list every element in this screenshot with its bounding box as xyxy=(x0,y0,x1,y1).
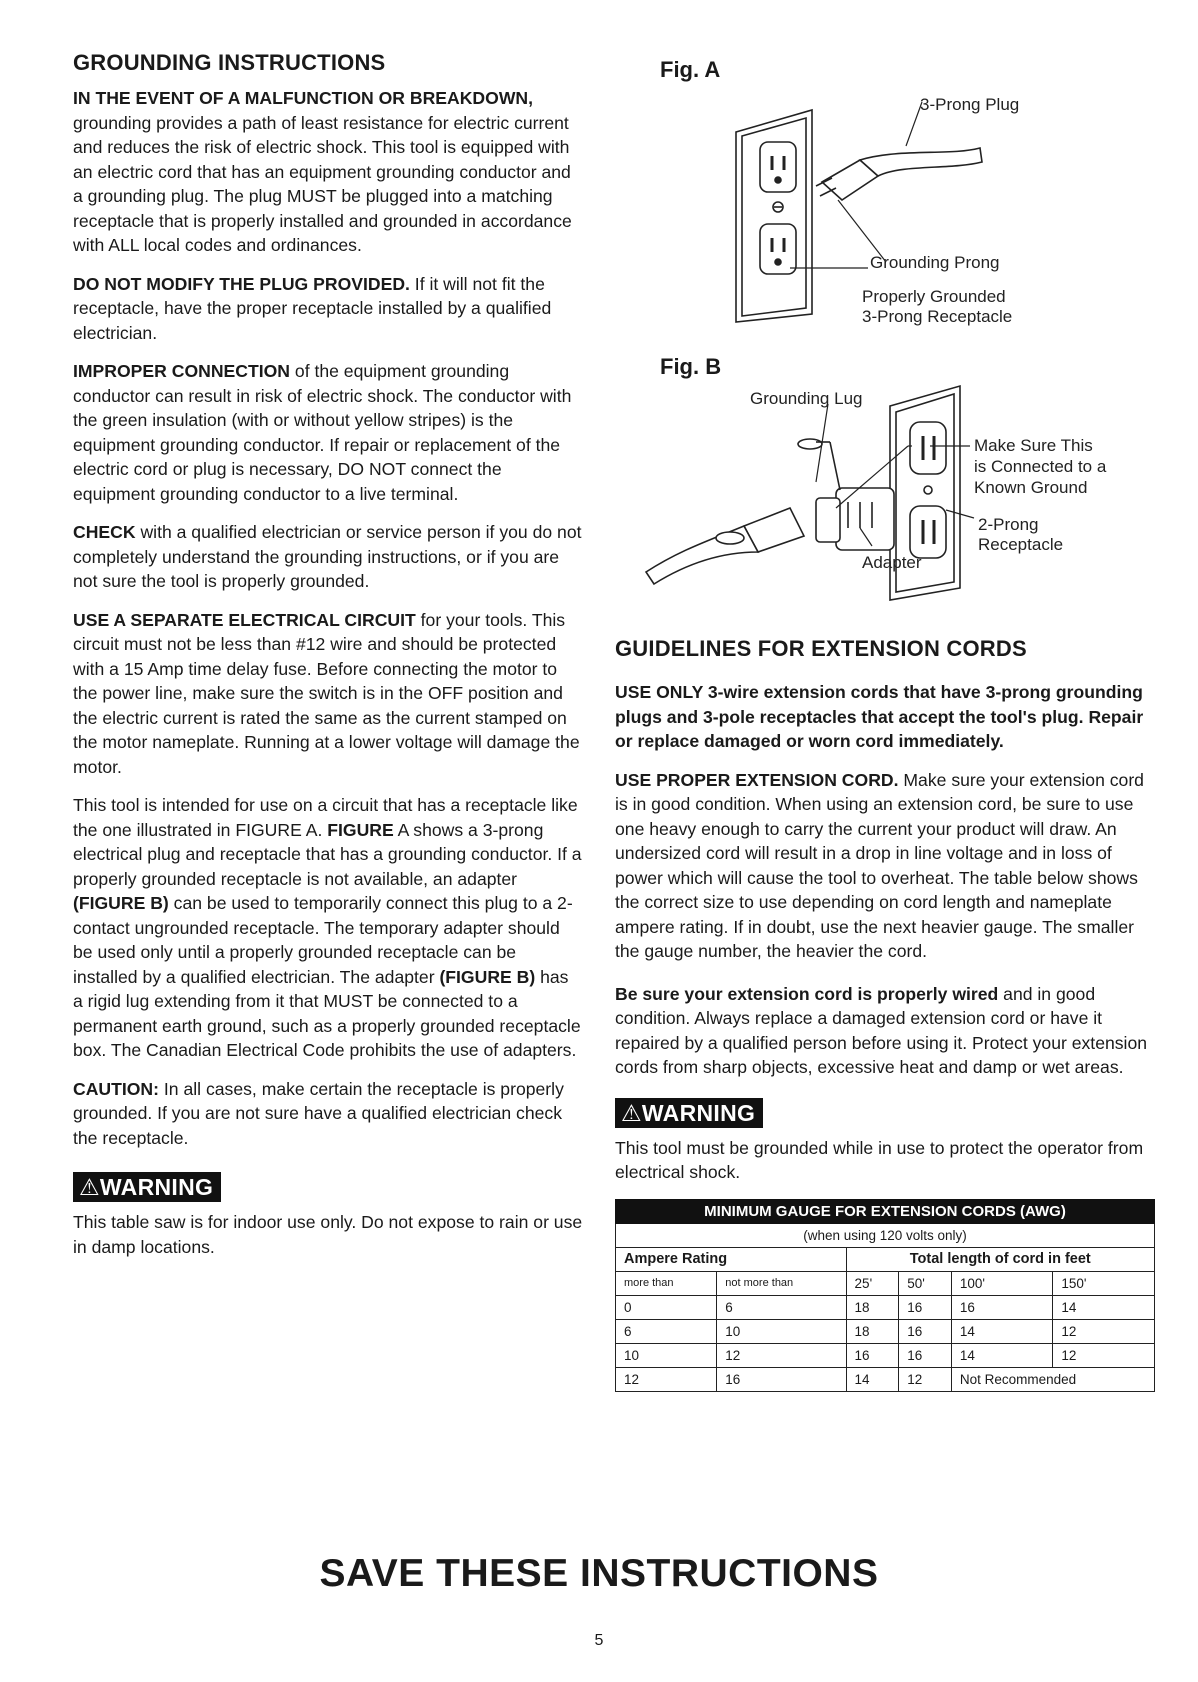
extension-cords-heading: GUIDELINES FOR EXTENSION CORDS xyxy=(615,636,1027,661)
table-subheader-more: more than xyxy=(616,1271,717,1295)
grounding-heading: GROUNDING INSTRUCTIONS xyxy=(73,50,386,75)
plug-b xyxy=(646,508,804,584)
table-row: 6 10 18 16 14 12 xyxy=(616,1319,1155,1343)
table-length: 100' xyxy=(951,1271,1053,1295)
table-subheader-notmore: not more than xyxy=(717,1271,846,1295)
para-do-not-modify: DO NOT MODIFY THE PLUG PROVIDED. If it will not fit the receptacle, have the proper receptacle installed by a qualified electrician. xyxy=(73,273,552,343)
para-check: CHECK with a qualified electrician or service person if you do not completely understand the grounding instructions, or if you are not sure the tool is properly grounded. xyxy=(73,522,582,591)
warning-text-left: This table saw is for indoor use only. Do not expose to rain or use in damp locations. xyxy=(73,1212,583,1257)
fig-b-receptacle-label-1: 2-Prong xyxy=(978,515,1039,534)
wall-plate-a xyxy=(736,110,812,322)
warning-badge-right: ⚠WARNING xyxy=(615,1098,763,1128)
fig-a-receptacle-label-2: 3-Prong Receptacle xyxy=(862,307,1013,326)
table-header-ampere: Ampere Rating xyxy=(616,1247,847,1271)
fig-a-label: Fig. A xyxy=(660,57,721,82)
gauge-table xyxy=(615,1199,1155,1392)
table-length: 25' xyxy=(846,1271,899,1295)
save-instructions-title: SAVE THESE INSTRUCTIONS xyxy=(319,1552,879,1595)
para-improper-connection: IMPROPER CONNECTION of the equipment grounding conductor can result in risk of electric shock. The conductor with the green insulation (with or without yellow stripes) is the equipment grounding conductor. If repair or replacement of the electric cord or plug is necessary, DO NOT connect the equipment grounding conductor to a live terminal. xyxy=(73,361,572,504)
fig-b-illustration xyxy=(640,378,1160,628)
fig-b-make-label-1: Make Sure This xyxy=(974,436,1093,455)
para-properly-wired: Be sure your extension cord is properly wired and in good condition. Always replace a damaged extension cord or have it repaired by a qualified person before using it. Protect your extension cords from sharp objects, excessive heat and damp or wet areas. xyxy=(615,983,1148,1077)
fig-b-adapter-label: Adapter xyxy=(862,553,922,572)
fig-b-receptacle-label-2: Receptacle xyxy=(978,535,1064,554)
para-use-only: USE ONLY 3-wire extension cords that have 3-prong grounding plugs and 3-pole receptacles that accept the tool's plug. Repair or replace damaged or worn cord immediately. xyxy=(615,682,1144,751)
para-malfunction: IN THE EVENT OF A MALFUNCTION OR BREAKDOWN, grounding provides a path of least resistance for electric current and reduces the risk of electric shock. This tool is equipped with an electric cord that has an equipment grounding conductor and a grounding plug. The plug MUST be plugged into a matching receptacle that is properly installed and grounded in accordance with ALL local codes and ordinances. xyxy=(73,88,572,255)
warning-triangle-icon: ⚠ xyxy=(79,1174,100,1200)
table-row: 10 12 16 16 14 12 xyxy=(616,1343,1155,1367)
fig-a-illustration xyxy=(720,90,1040,330)
page-number: 5 xyxy=(594,1632,604,1649)
table-row: 0 6 18 16 16 14 xyxy=(616,1295,1155,1319)
fig-b-lug-label: Grounding Lug xyxy=(750,389,863,408)
table-subtitle: (when using 120 volts only) xyxy=(616,1223,1155,1247)
adapter-b xyxy=(816,488,894,550)
plug-a xyxy=(816,148,982,200)
warning-triangle-icon: ⚠ xyxy=(621,1099,642,1126)
warning-block-left xyxy=(73,1172,583,1259)
fig-a-receptacle-label-1: Properly Grounded xyxy=(862,287,1006,306)
fig-a-plug-label: 3-Prong Plug xyxy=(920,95,1020,114)
para-caution: CAUTION: In all cases, make certain the receptacle is properly grounded. If you are not sure have a qualified electrician check the receptacle. xyxy=(73,1078,564,1148)
table-title: MINIMUM GAUGE FOR EXTENSION CORDS (AWG) xyxy=(616,1199,1155,1223)
para-figure-a: This tool is intended for use on a circuit that has a receptacle like the one illustrated in FIGURE A. FIGURE A shows a 3-prong electrical plug and receptacle that has a grounding conductor. If a properly grounded receptacle is not available, an adapter (FIGURE B) can be used to temporarily connect this plug to a 2-contact ungrounded receptacle. The temporary adapter should be used only until a properly grounded receptacle can be installed by a qualified electrician. The adapter (FIGURE B) has a rigid lug extending from it that MUST be connected to a permanent earth ground, such as a properly grounded receptacle box. The Canadian Electrical Code prohibits the use of adapters. xyxy=(73,795,582,1060)
warning-text-right: This tool must be grounded while in use to protect the operator from electrical shock. xyxy=(615,1137,1144,1182)
table-row: 12 16 14 12 Not Recommended xyxy=(616,1367,1155,1391)
table-length: 150' xyxy=(1053,1271,1155,1295)
para-separate-circuit: USE A SEPARATE ELECTRICAL CIRCUIT for your tools. This circuit must not be less than #12 wire and should be protected with a 15 Amp time delay fuse. Before connecting the motor to the power line, make sure the switch is in the OFF position and the electric current is rated the same as the current stamped on the motor nameplate. Running at a lower voltage will damage the motor. xyxy=(73,609,580,777)
right-column xyxy=(615,636,1155,1392)
fig-a-prong-label: Grounding Prong xyxy=(870,253,1000,272)
table-header-length: Total length of cord in feet xyxy=(846,1247,1154,1271)
para-proper-extension: USE PROPER EXTENSION CORD. Make sure your extension cord is in good condition. When using an extension cord, be sure to use one heavy enough to carry the current your product will draw. An undersized cord will result in a drop in line voltage and in loss of power which will cause the tool to overheat. The table below shows the correct size to use depending on cord length and nameplate ampere rating. If in doubt, use the next heavier gauge. The smaller the gauge number, the heavier the cord. xyxy=(615,769,1144,961)
warning-block-right xyxy=(615,1098,1155,1185)
left-column xyxy=(73,50,583,1273)
warning-badge: ⚠WARNING xyxy=(73,1172,221,1202)
fig-b-make-label-2: is Connected to a xyxy=(974,457,1107,476)
table-length: 50' xyxy=(899,1271,952,1295)
fig-b-label: Fig. B xyxy=(660,354,722,379)
fig-b-make-label-3: Known Ground xyxy=(974,478,1088,497)
